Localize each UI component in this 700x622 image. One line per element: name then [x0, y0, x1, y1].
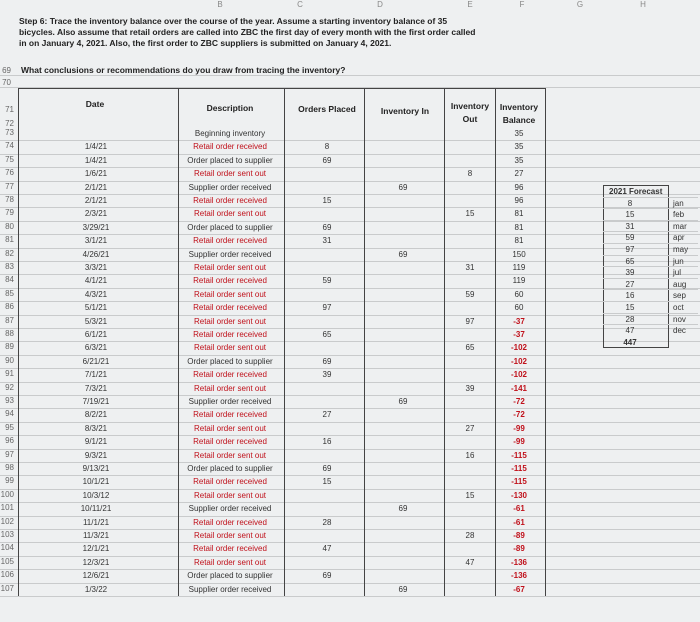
row-number: 102 [0, 516, 14, 526]
table-cell-date: 7/1/21 [84, 370, 108, 380]
row-number: 89 [5, 342, 14, 352]
table-cell-out: 28 [465, 531, 475, 540]
forecast-value: 31 [625, 221, 635, 231]
row-gridline [0, 569, 700, 570]
table-cell-orders: 69 [322, 464, 332, 473]
table-cell-date: 3/1/21 [84, 236, 108, 246]
table-cell-bal: -102 [510, 356, 527, 366]
column-letter-f[interactable]: F [519, 0, 525, 9]
row-number: 103 [0, 530, 14, 539]
row-number: 94 [5, 409, 14, 419]
row-number: 87 [5, 315, 14, 325]
table-cell-orders: 28 [322, 517, 332, 527]
table-cell-desc: Retail order received [193, 196, 267, 205]
table-cell-bal: 81 [514, 209, 524, 219]
row-gridline [0, 502, 700, 503]
table-border [444, 88, 445, 596]
table-cell-orders: 69 [322, 222, 332, 232]
table-cell-orders: 15 [322, 477, 332, 487]
intro-line-3: in on January 4, 2021. Also, the first order to ZBC suppliers is submitted on January 4, 2021. [19, 38, 392, 48]
column-letter-c[interactable]: C [297, 0, 303, 9]
table-cell-date: 7/19/21 [82, 397, 110, 406]
table-cell-desc: Retail order received [193, 517, 267, 527]
row-number: 92 [5, 382, 14, 392]
table-cell-desc: Retail order received [193, 142, 267, 152]
table-cell-date: 6/21/21 [82, 356, 110, 366]
row-gridline [0, 274, 700, 275]
forecast-value: 39 [625, 268, 635, 278]
forecast-gridline [603, 289, 698, 290]
table-cell-date: 8/2/21 [84, 410, 108, 420]
row-gridline [0, 556, 700, 557]
column-letter-d[interactable]: D [377, 0, 383, 9]
table-cell-desc: Order placed to supplier [187, 464, 273, 473]
row-gridline [0, 355, 700, 356]
row-gridline [0, 475, 700, 476]
table-cell-bal: -89 [513, 544, 525, 554]
table-cell-desc: Retail order received [193, 236, 267, 246]
table-cell-in: 69 [398, 249, 408, 259]
row-number: 80 [5, 221, 14, 231]
forecast-value: 27 [625, 279, 635, 289]
row-number: 85 [5, 288, 14, 298]
table-border [495, 88, 496, 596]
table-cell-bal: -72 [513, 397, 525, 406]
table-cell-desc: Supplier order received [188, 397, 272, 406]
forecast-gridline [603, 278, 698, 279]
row-number: 99 [5, 476, 14, 486]
table-cell-date: 2/1/21 [84, 196, 108, 205]
row-number: 79 [5, 208, 14, 218]
table-cell-bal: -136 [510, 557, 527, 567]
row-number: 96 [5, 436, 14, 446]
row-gridline [0, 181, 700, 182]
table-cell-date: 6/3/21 [84, 343, 108, 353]
forecast-month: oct [673, 303, 684, 312]
row-number: 73 [5, 128, 14, 137]
row-gridline [0, 301, 700, 302]
table-cell-bal: 35 [514, 155, 524, 165]
table-cell-orders: 69 [322, 356, 332, 366]
inventory-balance-header-1: Inventory [499, 102, 539, 112]
forecast-value: 8 [627, 198, 633, 208]
row-number: 100 [0, 489, 14, 499]
table-cell-desc: Retail order received [193, 276, 267, 286]
row-gridline [0, 529, 700, 530]
table-cell-date: 4/3/21 [84, 289, 108, 299]
forecast-value: 15 [625, 210, 635, 220]
table-cell-orders: 69 [322, 155, 332, 165]
table-cell-bal: -136 [510, 571, 527, 581]
column-letter-b[interactable]: B [217, 0, 223, 9]
table-cell-desc: Retail order received [193, 370, 267, 380]
table-cell-desc: Retail order sent out [193, 450, 267, 460]
forecast-value: 59 [625, 233, 635, 243]
row-number: 101 [0, 503, 14, 513]
forecast-month: sep [673, 291, 686, 301]
row-gridline [0, 435, 700, 436]
table-cell-desc: Order placed to supplier [187, 222, 273, 232]
table-cell-desc: Retail order sent out [193, 531, 267, 540]
table-cell-desc: Retail order received [193, 477, 267, 487]
forecast-value: 16 [625, 291, 635, 301]
table-cell-date: 10/3/12 [82, 490, 110, 500]
table-cell-bal: -115 [511, 450, 527, 460]
intro-line-2: bicycles. Also assume that retail orders are called into ZBC the first day of every month with the first order called [19, 27, 476, 37]
row-gridline [0, 382, 700, 383]
forecast-gridline [603, 197, 698, 198]
row-number: 70 [2, 78, 11, 87]
row-number: 104 [0, 543, 14, 553]
table-cell-bal: -67 [513, 584, 525, 594]
table-border [364, 88, 365, 596]
table-cell-desc: Retail order sent out [193, 263, 267, 272]
table-cell-in: 69 [398, 504, 408, 514]
row-gridline [0, 583, 700, 584]
table-cell-bal: -99 [513, 423, 525, 433]
forecast-month: aug [673, 279, 687, 289]
table-cell-bal: 119 [512, 276, 526, 286]
forecast-gridline [603, 208, 698, 209]
table-cell-desc: Retail order sent out [193, 343, 267, 353]
table-cell-orders: 15 [322, 196, 332, 205]
inventory-out-header-2: Out [462, 114, 478, 124]
row-number: 95 [5, 422, 14, 432]
row-gridline [0, 261, 700, 262]
table-cell-bal: -61 [513, 504, 525, 514]
table-cell-bal: 60 [514, 303, 524, 313]
row-gridline [0, 596, 700, 597]
row-gridline [0, 449, 700, 450]
table-cell-desc: Retail order sent out [193, 209, 267, 219]
table-cell-desc: Retail order received [193, 437, 267, 447]
row-number: 74 [5, 141, 14, 151]
table-cell-bal: 96 [514, 182, 524, 192]
table-cell-bal: -130 [510, 490, 527, 500]
table-cell-date: 3/29/21 [82, 222, 110, 232]
table-cell-out: 15 [465, 209, 475, 219]
table-cell-orders: 31 [322, 236, 332, 246]
table-cell-out: 47 [465, 557, 475, 567]
table-cell-bal: 81 [514, 222, 524, 232]
forecast-gridline [603, 231, 698, 232]
table-cell-orders: 69 [322, 571, 332, 581]
row-number: 97 [5, 449, 14, 459]
table-cell-out: 59 [465, 289, 475, 299]
row-gridline [0, 395, 700, 396]
table-cell-out: 97 [465, 316, 475, 326]
forecast-gridline [603, 255, 698, 256]
table-cell-bal: 27 [514, 169, 524, 179]
row-gridline [0, 194, 700, 195]
question-text: What conclusions or recommendations do you draw from tracing the inventory? [21, 65, 346, 75]
table-cell-desc: Retail order received [193, 303, 267, 313]
table-cell-date: 6/1/21 [84, 330, 108, 339]
row-gridline [0, 315, 700, 316]
table-cell-bal: 35 [514, 129, 524, 138]
table-cell-out: 31 [465, 263, 475, 272]
forecast-month: jan [673, 198, 684, 208]
table-cell-bal: -102 [510, 343, 527, 353]
table-cell-date: 11/3/21 [82, 531, 110, 540]
column-letter-g[interactable]: G [576, 0, 584, 9]
row-gridline [0, 542, 700, 543]
row-number: 86 [5, 302, 14, 312]
table-cell-in: 69 [398, 584, 408, 594]
table-cell-desc: Retail order sent out [193, 169, 267, 179]
table-cell-date: 5/1/21 [84, 303, 108, 313]
table-cell-orders: 97 [322, 303, 332, 313]
row-number: 105 [0, 556, 14, 566]
forecast-gridline [603, 313, 698, 314]
row-number: 98 [5, 463, 14, 472]
forecast-gridline [603, 301, 698, 302]
table-cell-orders: 65 [322, 330, 332, 339]
forecast-gridline [603, 266, 698, 267]
table-cell-bal: -37 [513, 316, 525, 326]
column-letter-e[interactable]: E [467, 0, 473, 9]
row-gridline [0, 207, 700, 208]
row-gridline [0, 328, 700, 329]
table-cell-desc: Retail order received [193, 330, 267, 339]
table-cell-date: 10/11/21 [80, 504, 112, 514]
row-number: 76 [5, 168, 14, 178]
forecast-gridline [603, 324, 698, 325]
row-number: 69 [2, 66, 11, 75]
table-cell-date: 1/3/22 [84, 584, 108, 594]
forecast-month: jul [673, 268, 682, 278]
table-cell-bal: -115 [511, 477, 527, 487]
table-cell-desc: Retail order sent out [193, 423, 267, 433]
forecast-value: 65 [625, 256, 635, 266]
row-gridline [0, 221, 700, 222]
table-cell-bal: 81 [514, 236, 524, 246]
table-cell-out: 65 [465, 343, 475, 353]
table-cell-date: 2/3/21 [84, 209, 108, 219]
table-cell-date: 1/4/21 [84, 155, 108, 165]
table-cell-desc: Order placed to supplier [187, 155, 273, 165]
table-cell-out: 16 [465, 450, 475, 460]
table-cell-bal: -72 [513, 410, 525, 420]
table-cell-date: 2/1/21 [84, 182, 108, 192]
forecast-border [603, 185, 669, 186]
table-cell-out: 27 [465, 423, 475, 433]
table-cell-date: 12/3/21 [82, 557, 110, 567]
table-border [178, 88, 179, 596]
table-cell-date: 12/1/21 [82, 544, 110, 554]
table-cell-desc: Retail order received [193, 544, 267, 554]
table-cell-desc: Retail order sent out [193, 383, 267, 393]
row-number: 78 [5, 195, 14, 204]
forecast-month: feb [673, 210, 685, 220]
table-cell-desc: Retail order received [193, 410, 267, 420]
row-gridline [0, 462, 700, 463]
table-cell-date: 1/6/21 [84, 169, 108, 179]
row-gridline [0, 422, 700, 423]
row-number: 84 [5, 275, 14, 285]
row-number: 83 [5, 262, 14, 271]
table-cell-orders: 39 [322, 370, 332, 380]
table-cell-bal: 150 [512, 249, 526, 259]
table-cell-orders: 47 [322, 544, 332, 554]
table-cell-desc: Supplier order received [188, 504, 272, 514]
forecast-gridline [603, 243, 698, 244]
row-number: 93 [5, 396, 14, 405]
forecast-gridline [603, 220, 698, 221]
table-cell-bal: -99 [513, 437, 525, 447]
table-cell-date: 5/3/21 [84, 316, 108, 326]
table-border [284, 88, 285, 596]
forecast-month: apr [673, 233, 685, 243]
forecast-total: 447 [623, 337, 637, 347]
table-cell-desc: Beginning inventory [194, 129, 266, 138]
table-cell-bal: -141 [510, 383, 527, 393]
table-cell-bal: 60 [514, 289, 524, 299]
column-letter-h[interactable]: H [640, 0, 646, 9]
orders-placed-header: Orders Placed [298, 104, 356, 114]
row-gridline [0, 154, 700, 155]
table-border [545, 88, 546, 596]
table-cell-date: 10/1/21 [82, 477, 110, 487]
table-cell-bal: -102 [510, 370, 527, 380]
row-number: 106 [0, 570, 14, 580]
forecast-month: jun [673, 256, 684, 266]
table-cell-bal: -89 [513, 531, 525, 540]
table-cell-desc: Supplier order received [188, 584, 272, 594]
row-gridline [0, 341, 700, 342]
row-gridline [0, 489, 700, 490]
table-cell-desc: Retail order sent out [193, 490, 267, 500]
table-cell-date: 8/3/21 [84, 423, 108, 433]
table-cell-date: 4/26/21 [82, 249, 110, 259]
row-number: 107 [0, 583, 14, 593]
row-gridline [0, 234, 700, 235]
inventory-balance-header-2: Balance [502, 115, 536, 125]
row-gridline [0, 516, 700, 517]
date-header: Date [85, 99, 105, 109]
row-number: 75 [5, 154, 14, 164]
table-border [18, 88, 545, 89]
row-gridline [0, 288, 700, 289]
table-cell-bal: -115 [511, 464, 527, 473]
row-number: 77 [5, 181, 14, 191]
table-cell-out: 8 [467, 169, 473, 179]
table-cell-in: 69 [398, 397, 408, 406]
row-number: 91 [5, 369, 14, 379]
table-cell-orders: 59 [322, 276, 332, 286]
forecast-value: 15 [625, 303, 635, 312]
row-number: 71 [5, 105, 14, 114]
row-number: 81 [5, 235, 14, 245]
forecast-month: dec [673, 326, 686, 336]
row-gridline [0, 167, 700, 168]
table-cell-date: 12/6/21 [82, 571, 110, 581]
forecast-month: may [673, 245, 689, 254]
table-cell-bal: -37 [513, 330, 525, 339]
inventory-out-header-1: Inventory [450, 101, 490, 111]
table-cell-desc: Order placed to supplier [187, 571, 273, 581]
table-cell-orders: 27 [322, 410, 332, 420]
table-cell-out: 39 [465, 383, 475, 393]
table-cell-desc: Order placed to supplier [187, 356, 273, 366]
table-cell-bal: -61 [513, 517, 525, 527]
table-cell-orders: 8 [324, 142, 330, 152]
table-cell-orders: 16 [322, 437, 332, 447]
table-cell-desc: Supplier order received [188, 249, 272, 259]
row-gridline [0, 140, 700, 141]
forecast-title: 2021 Forecast [609, 187, 663, 196]
table-cell-out: 15 [465, 490, 475, 500]
table-cell-date: 3/3/21 [84, 263, 108, 272]
forecast-value: 47 [625, 326, 635, 336]
intro-line-1: Step 6: Trace the inventory balance over the course of the year. Assume a starting inventory balance of 35 [19, 16, 448, 26]
row-gridline [0, 248, 700, 249]
forecast-value: 28 [625, 314, 635, 324]
table-cell-desc: Retail order sent out [193, 316, 267, 326]
table-cell-date: 1/4/21 [84, 142, 108, 152]
table-cell-date: 9/3/21 [84, 450, 108, 460]
row-number: 82 [5, 248, 14, 258]
forecast-month: nov [673, 314, 686, 324]
table-cell-bal: 35 [514, 142, 524, 152]
forecast-month: mar [673, 221, 687, 231]
table-cell-date: 11/1/21 [82, 517, 110, 527]
row-number: 88 [5, 329, 14, 338]
table-cell-bal: 96 [514, 196, 524, 205]
table-border [18, 88, 19, 596]
table-cell-bal: 119 [512, 263, 526, 272]
row-gridline [0, 368, 700, 369]
table-cell-date: 7/3/21 [84, 383, 108, 393]
row-number: 72 [5, 119, 14, 128]
table-cell-in: 69 [398, 182, 408, 192]
table-cell-desc: Retail order sent out [193, 557, 267, 567]
table-cell-desc: Supplier order received [188, 182, 272, 192]
forecast-value: 97 [625, 245, 635, 254]
table-cell-desc: Retail order sent out [193, 289, 267, 299]
table-cell-date: 9/13/21 [82, 464, 110, 473]
description-header: Description [206, 103, 254, 113]
table-cell-date: 9/1/21 [84, 437, 108, 447]
table-cell-date: 4/1/21 [84, 276, 108, 286]
inventory-in-header: Inventory In [380, 106, 430, 116]
row-gridline [0, 408, 700, 409]
row-number: 90 [5, 355, 14, 365]
forecast-border [603, 347, 669, 348]
